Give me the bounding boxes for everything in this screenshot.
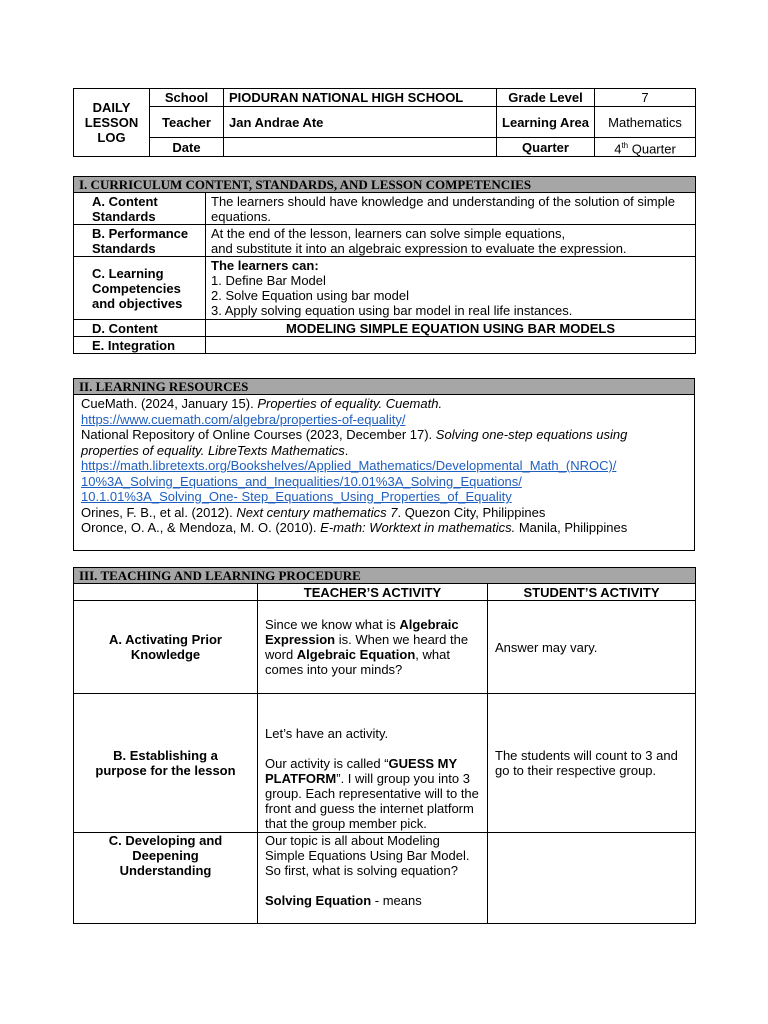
resources-table bbox=[73, 378, 695, 551]
teacher-label: Teacher bbox=[150, 107, 224, 138]
step-b-text-1: Our activity is called “ bbox=[265, 756, 389, 771]
ref-3-author: Orines, F. B., et al. (2012). bbox=[81, 504, 237, 520]
step-a-student: Answer may vary. bbox=[488, 601, 696, 694]
step-c-teacher bbox=[258, 833, 488, 924]
quarter-label: Quarter bbox=[497, 138, 595, 157]
area-label: Learning Area bbox=[497, 107, 595, 138]
grade-value: 7 bbox=[595, 89, 696, 107]
ref-1 bbox=[81, 396, 687, 412]
resources-heading: II. LEARNING RESOURCES bbox=[74, 379, 695, 395]
ref-2-title-1: Solving one-step equations using bbox=[435, 427, 628, 442]
date-value bbox=[224, 138, 497, 157]
curriculum-table bbox=[73, 176, 696, 354]
procedure-heading: III. TEACHING AND LEARNING PROCEDURE bbox=[74, 568, 696, 584]
step-b-teacher bbox=[258, 694, 488, 833]
step-a-bold-1: Algebraic Expression bbox=[265, 617, 459, 647]
step-b-body bbox=[265, 756, 480, 831]
step-b-intro: Let’s have an activity. bbox=[265, 726, 389, 741]
performance-line-2: and substitute it into an algebraic expression to evaluate the expression. bbox=[211, 240, 627, 256]
quarter-word: Quarter bbox=[628, 141, 676, 157]
ref-4-title: E-math: Worktext in mathematics. bbox=[320, 520, 516, 535]
performance-line-1: At the end of the lesson, learners can solve simple equations, bbox=[211, 225, 566, 241]
teacher-activity-header: TEACHER’S ACTIVITY bbox=[258, 584, 488, 601]
ref-2 bbox=[81, 427, 687, 443]
ref-2-period: . bbox=[344, 442, 349, 458]
competencies-label: C. Learning Competencies and objectives bbox=[74, 257, 206, 320]
quarter-sup: th bbox=[621, 141, 629, 150]
step-a-label: A. Activating Prior Knowledge bbox=[74, 601, 258, 694]
step-c-text-2: - means bbox=[371, 893, 422, 908]
competencies-text bbox=[206, 257, 696, 320]
ref-1-title: Properties of equality. Cuemath. bbox=[257, 396, 443, 411]
step-c-text-1: Our topic is all about Modeling Simple Equations Using Bar Model. So first, what is solving equation? bbox=[265, 833, 470, 878]
ref-4-author: Oronce, O. A., & Mendoza, M. O. (2010). bbox=[81, 520, 321, 535]
ref-3 bbox=[81, 505, 687, 521]
step-a-teacher bbox=[258, 601, 488, 694]
teacher-value: Jan Andrae Ate bbox=[224, 107, 497, 138]
ref-2-link-3[interactable]: 10.1.01%3A_Solving_One- Step_Equations_Using_Properties_of_Equality bbox=[81, 489, 512, 504]
competency-item-1: 1. Define Bar Model bbox=[211, 273, 326, 288]
grade-label: Grade Level bbox=[497, 89, 595, 107]
content-standards-text: The learners should have knowledge and understanding of the solution of simple equations. bbox=[206, 193, 696, 225]
procedure-table bbox=[73, 567, 696, 924]
content-label: D. Content bbox=[74, 320, 206, 337]
quarter-value bbox=[595, 138, 696, 157]
step-a-text-2: is. When we heard the word bbox=[265, 632, 469, 662]
curriculum-heading: I. CURRICULUM CONTENT, STANDARDS, AND LESSON COMPETENCIES bbox=[74, 177, 696, 193]
step-c-bold-1: Solving Equation bbox=[265, 893, 372, 908]
step-c-label: C. Developing and Deepening Understanding bbox=[74, 833, 258, 924]
step-b-text-2: ”. I will group you into 3 group. Each representative will to the front and guess the internet platform that the group member pick. bbox=[265, 771, 479, 831]
date-label: Date bbox=[150, 138, 224, 157]
area-value: Mathematics bbox=[595, 107, 696, 138]
competency-item-3: 3. Apply solving equation using bar model in real life instances. bbox=[211, 303, 573, 318]
step-a-bold-2: Algebraic Equation bbox=[296, 647, 416, 662]
ref-1-author: CueMath. (2024, January 15). bbox=[81, 396, 258, 411]
header-table bbox=[73, 88, 696, 157]
performance-label: B. Performance Standards bbox=[74, 225, 206, 257]
ref-1-link[interactable]: https://www.cuemath.com/algebra/properties-of-equality/ bbox=[81, 411, 406, 427]
integration-value bbox=[206, 337, 696, 354]
ref-2-author: National Repository of Online Courses (2023, December 17). bbox=[81, 427, 436, 442]
resources-body bbox=[74, 395, 695, 551]
ref-2-link-1[interactable]: https://math.libretexts.org/Bookshelves/Applied_Mathematics/Developmental_Math_(NROC)/ bbox=[81, 458, 617, 473]
competencies-intro: The learners can: bbox=[211, 258, 319, 273]
ref-4-place: Manila, Philippines bbox=[515, 520, 628, 535]
content-value: MODELING SIMPLE EQUATION USING BAR MODELS bbox=[206, 320, 696, 337]
step-c-student bbox=[488, 833, 696, 924]
ref-4 bbox=[81, 520, 687, 536]
log-title: DAILY LESSON LOG bbox=[74, 89, 150, 157]
quarter-num: 4 bbox=[614, 141, 622, 157]
student-activity-header: STUDENT’S ACTIVITY bbox=[488, 584, 696, 601]
content-standards-label: A. Content Standards bbox=[74, 193, 206, 225]
step-c-definition bbox=[265, 893, 480, 908]
step-b-student: The students will count to 3 and go to their respective group. bbox=[488, 694, 696, 833]
ref-3-title: Next century mathematics 7 bbox=[236, 504, 398, 520]
step-a-text-3: , what comes into your minds? bbox=[265, 647, 450, 677]
ref-2-title-2: properties of equality. LibreTexts Mathematics bbox=[81, 442, 345, 458]
competency-item-2: 2. Solve Equation using bar model bbox=[211, 288, 410, 303]
school-label: School bbox=[150, 89, 224, 107]
step-b-label: B. Establishing a purpose for the lesson bbox=[74, 694, 258, 833]
integration-label: E. Integration bbox=[74, 337, 206, 354]
procedure-col-blank bbox=[74, 584, 258, 601]
ref-3-place: . Quezon City, Philippines bbox=[397, 504, 546, 520]
performance-text bbox=[206, 225, 696, 257]
school-value: PIODURAN NATIONAL HIGH SCHOOL bbox=[224, 89, 497, 107]
step-a-text-1: Since we know what is bbox=[265, 617, 400, 632]
ref-2-link-2[interactable]: 10%3A_Solving_Equations_and_Inequalities/10.01%3A_Solving_Equations/ bbox=[81, 473, 522, 489]
step-b-bold-1: GUESS MY PLATFORM bbox=[265, 756, 457, 786]
